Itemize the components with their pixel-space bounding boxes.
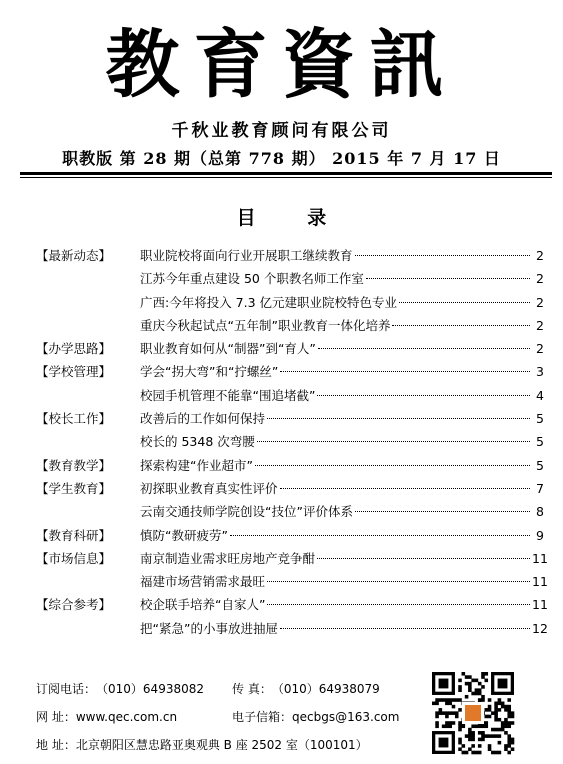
qr-module xyxy=(481,685,485,689)
qr-module xyxy=(488,734,492,738)
qr-module xyxy=(507,721,511,725)
toc-entry[interactable] xyxy=(140,267,544,290)
masthead-title: 教育資訊 xyxy=(105,22,458,108)
qr-module xyxy=(501,702,505,706)
toc-page-number: 11 xyxy=(532,597,548,613)
qr-module xyxy=(439,679,449,689)
qr-module xyxy=(439,711,443,715)
toc-entry-title: 江苏今年重点建设 50 个职教名师工作室 xyxy=(140,271,364,287)
qr-module xyxy=(498,708,502,712)
qr-module xyxy=(507,738,511,742)
qr-module xyxy=(481,695,485,699)
toc-entry[interactable] xyxy=(140,500,544,523)
qr-module xyxy=(478,744,482,748)
toc-entry[interactable] xyxy=(140,617,548,640)
qr-module xyxy=(458,724,462,728)
toc-page-number: 2 xyxy=(536,317,544,333)
qr-module xyxy=(481,672,485,676)
toc-entry[interactable] xyxy=(140,593,548,616)
toc-page-number: 5 xyxy=(536,457,544,473)
toc-page-number: 9 xyxy=(536,527,544,543)
qr-module xyxy=(458,685,462,689)
qr-module xyxy=(452,705,456,709)
toc-category: 【学生教育】 xyxy=(36,480,112,496)
toc-leader-dots xyxy=(267,604,530,605)
qr-module xyxy=(494,711,498,715)
qr-module xyxy=(462,724,466,728)
toc-category: 【学校管理】 xyxy=(36,364,112,380)
qr-module xyxy=(439,708,443,712)
qr-module xyxy=(504,731,508,735)
qr-module xyxy=(478,751,482,755)
toc-page-number: 2 xyxy=(536,271,544,287)
qr-module xyxy=(445,711,449,715)
toc-entry-title: 学会“拐大弯”和“拧螺丝” xyxy=(140,364,279,380)
toc-row xyxy=(36,570,548,593)
qr-module xyxy=(494,728,498,732)
qr-module xyxy=(484,721,488,725)
qr-module xyxy=(471,679,475,683)
qr-module xyxy=(435,721,439,725)
toc-row xyxy=(36,360,544,383)
qr-module xyxy=(478,731,482,735)
toc-title xyxy=(0,203,563,230)
qr-module xyxy=(462,744,466,748)
qr-module xyxy=(468,675,472,679)
qr-module xyxy=(491,728,495,732)
qr-module xyxy=(452,698,456,702)
issue-line: 职教版 第 28 期（总第 778 期） 2015 年 7 月 17 日 xyxy=(62,149,501,168)
toc-leader-dots xyxy=(318,348,530,349)
toc-leader-dots xyxy=(280,371,530,372)
qr-module xyxy=(501,705,505,709)
qr-module xyxy=(504,721,508,725)
qr-module xyxy=(507,705,511,709)
toc-entry[interactable] xyxy=(140,477,544,500)
toc-entry-title: 职业院校将面向行业开展职工继续教育 xyxy=(140,248,353,263)
qr-module xyxy=(511,738,515,742)
qr-module xyxy=(494,708,498,712)
address-label: 地 址： xyxy=(36,738,76,752)
qr-module xyxy=(507,711,511,715)
table-of-contents xyxy=(36,244,548,640)
qr-module xyxy=(498,728,502,732)
toc-entry-title: 校园手机管理不能靠“围追堵截” xyxy=(140,387,316,403)
qr-module xyxy=(504,747,508,751)
toc-leader-dots xyxy=(366,278,530,279)
toc-entry-title: 校长的 5348 次弯腰 xyxy=(140,434,255,450)
qr-module xyxy=(475,688,479,692)
toc-entry[interactable] xyxy=(140,524,544,547)
qr-module xyxy=(481,738,485,742)
qr-module xyxy=(481,724,485,728)
qr-module xyxy=(481,698,485,702)
toc-category: 【最新动态】 xyxy=(36,248,112,263)
address-value: 北京朝阳区慧忠路亚奥观典 B 座 2502 室（100101） xyxy=(75,738,368,752)
footer-row-web xyxy=(36,708,400,725)
qr-module xyxy=(452,711,456,715)
qr-module xyxy=(507,708,511,712)
toc-page-number: 2 xyxy=(536,294,544,310)
toc-entry-title: 广西:今年将投入 7.3 亿元建职业院校特色专业 xyxy=(140,294,398,310)
toc-row xyxy=(36,477,544,500)
qr-module xyxy=(455,715,459,719)
qr-module xyxy=(468,685,472,689)
qr-module xyxy=(471,724,475,728)
qr-module xyxy=(507,744,511,748)
qr-module xyxy=(488,708,492,712)
qr-module xyxy=(491,734,495,738)
qr-module xyxy=(507,724,511,728)
toc-entry-title: 职业教育如何从“制器”到“育人” xyxy=(140,341,316,357)
qr-module xyxy=(501,721,505,725)
qr-module xyxy=(442,698,446,702)
qr-module xyxy=(475,724,479,728)
qr-module xyxy=(475,692,479,696)
qr-module xyxy=(511,721,515,725)
qr-module xyxy=(478,688,482,692)
qr-module xyxy=(478,698,482,702)
qr-module xyxy=(465,695,469,699)
toc-page-number: 3 xyxy=(536,364,544,380)
qr-module xyxy=(445,698,449,702)
toc-leader-dots xyxy=(317,395,530,396)
qr-module xyxy=(468,738,472,742)
qr-module xyxy=(501,724,505,728)
qr-module xyxy=(511,711,515,715)
qr-module xyxy=(458,698,462,702)
qr-module xyxy=(468,734,472,738)
toc-leader-dots xyxy=(355,511,530,512)
qr-module xyxy=(471,731,475,735)
qr-module xyxy=(458,721,462,725)
toc-title-char: 目 xyxy=(236,207,256,229)
toc-page-number: 2 xyxy=(536,248,544,263)
qr-module xyxy=(478,724,482,728)
qr-module xyxy=(511,715,515,719)
qr-module xyxy=(494,718,498,722)
toc-row xyxy=(36,314,544,337)
qr-module xyxy=(462,672,466,676)
qr-module xyxy=(481,675,485,679)
qr-module xyxy=(442,711,446,715)
qr-module xyxy=(484,734,488,738)
qr-module xyxy=(471,738,475,742)
qr-module xyxy=(448,698,452,702)
toc-row xyxy=(36,430,544,453)
toc-entry[interactable] xyxy=(140,314,544,337)
qr-module xyxy=(448,711,452,715)
qr-module xyxy=(445,724,449,728)
toc-category: 【教育科研】 xyxy=(36,527,112,543)
toc-entry[interactable] xyxy=(140,244,544,267)
qr-module xyxy=(448,721,452,725)
toc-leader-dots xyxy=(230,535,530,536)
toc-row xyxy=(36,454,544,477)
qr-module xyxy=(435,724,439,728)
toc-category: 【综合参考】 xyxy=(36,597,112,613)
qr-module xyxy=(471,692,475,696)
qr-module xyxy=(507,715,511,719)
toc-entry-title: 初探职业教育真实性评价 xyxy=(140,480,278,496)
toc-category: 【市场信息】 xyxy=(36,550,112,566)
qr-module xyxy=(471,751,475,755)
toc-leader-dots xyxy=(255,465,530,466)
qr-module xyxy=(488,747,492,751)
qr-module xyxy=(494,734,498,738)
qr-module xyxy=(432,702,436,706)
toc-entry[interactable] xyxy=(140,547,548,570)
email-value[interactable]: qecbgs@163.com xyxy=(292,710,400,724)
toc-entry[interactable] xyxy=(140,430,544,453)
qr-module xyxy=(498,679,508,689)
toc-entry[interactable] xyxy=(140,570,548,593)
web-label: 网 址： xyxy=(36,710,76,724)
qr-module xyxy=(448,724,452,728)
toc-row xyxy=(36,244,544,267)
toc-row xyxy=(36,524,544,547)
qr-module xyxy=(462,751,466,755)
toc-entry-title: 改善后的工作如何保持 xyxy=(140,411,266,427)
toc-page-number: 5 xyxy=(536,411,544,427)
footer-row-phone xyxy=(36,680,380,697)
qr-module xyxy=(465,751,469,755)
qr-module xyxy=(475,679,479,683)
qr-module xyxy=(504,718,508,722)
qr-module xyxy=(504,708,508,712)
qr-module xyxy=(435,715,439,719)
toc-page-number: 5 xyxy=(536,434,544,450)
toc-entry[interactable] xyxy=(140,407,544,430)
qr-module xyxy=(442,724,446,728)
qr-module xyxy=(475,751,479,755)
qr-module xyxy=(458,747,462,751)
toc-category: 【教育教学】 xyxy=(36,457,112,473)
qr-module xyxy=(468,728,472,732)
qr-module xyxy=(468,682,472,686)
qr-module xyxy=(468,731,472,735)
fax-label: 传 真： xyxy=(232,682,272,696)
toc-page-number: 11 xyxy=(532,574,548,590)
qr-module xyxy=(501,728,505,732)
toc-entry[interactable] xyxy=(140,454,544,477)
toc-page-number: 4 xyxy=(536,387,544,403)
qr-module xyxy=(478,738,482,742)
toc-title-char: 录 xyxy=(307,207,327,229)
toc-row xyxy=(36,291,544,314)
qr-module xyxy=(511,747,515,751)
toc-entry[interactable] xyxy=(140,291,544,314)
phone-value: （010）64938082 xyxy=(96,682,204,696)
qr-module xyxy=(458,688,462,692)
toc-leader-dots xyxy=(267,581,530,582)
qr-module xyxy=(504,724,508,728)
toc-leader-dots xyxy=(280,628,530,629)
qr-module xyxy=(488,715,492,719)
qr-module xyxy=(445,715,449,719)
qr-module xyxy=(465,675,469,679)
qr-code-image xyxy=(432,672,514,754)
qr-module xyxy=(458,741,462,745)
qr-module xyxy=(439,738,449,748)
toc-row xyxy=(36,384,544,407)
qr-module xyxy=(494,705,498,709)
qr-module xyxy=(488,744,492,748)
qr-module xyxy=(511,741,515,745)
qr-module xyxy=(465,682,469,686)
toc-page-number: 7 xyxy=(536,480,544,496)
qr-module xyxy=(484,679,488,683)
qr-module xyxy=(445,702,449,706)
toc-leader-dots xyxy=(355,255,530,256)
qr-module xyxy=(484,724,488,728)
qr-module xyxy=(491,711,495,715)
toc-entry[interactable] xyxy=(140,360,544,383)
toc-page-number: 12 xyxy=(532,620,548,636)
toc-row xyxy=(36,267,544,290)
toc-entry-title: 云南交通技师学院创设“技位”评价体系 xyxy=(140,504,353,520)
toc-leader-dots xyxy=(267,418,530,419)
toc-leader-dots xyxy=(280,488,530,489)
qr-module xyxy=(504,705,508,709)
qr-module xyxy=(448,702,452,706)
toc-category: 【校长工作】 xyxy=(36,411,112,427)
qr-module xyxy=(498,718,502,722)
qr-module xyxy=(491,751,495,755)
toc-entry-title: 校企联手培养“自家人” xyxy=(140,597,266,613)
toc-leader-dots xyxy=(392,325,530,326)
fax-value: （010）64938079 xyxy=(271,682,380,696)
qr-module xyxy=(484,708,488,712)
toc-entry-title: 重庆今秋起试点“五年制”职业教育一体化培养 xyxy=(140,317,391,333)
web-value[interactable]: www.qec.com.cn xyxy=(75,710,178,724)
qr-module xyxy=(465,705,481,721)
qr-module xyxy=(481,734,485,738)
toc-leader-dots xyxy=(399,302,530,303)
qr-module xyxy=(458,738,462,742)
qr-module xyxy=(478,692,482,696)
qr-module xyxy=(478,682,482,686)
toc-row xyxy=(36,593,548,616)
toc-row xyxy=(36,500,544,523)
qr-module xyxy=(471,734,475,738)
qr-module xyxy=(435,711,439,715)
qr-module xyxy=(468,688,472,692)
qr-module xyxy=(494,702,498,706)
qr-module xyxy=(507,741,511,745)
header-rule-thin xyxy=(20,177,552,178)
qr-module xyxy=(435,702,439,706)
qr-module xyxy=(452,721,456,725)
toc-entry[interactable] xyxy=(140,337,544,360)
toc-row xyxy=(36,337,544,360)
toc-leader-dots xyxy=(317,558,530,559)
toc-entry-title: 南京制造业需求旺房地产竞争酣 xyxy=(140,550,316,566)
toc-category: 【办学思路】 xyxy=(36,341,112,357)
qr-module xyxy=(507,734,511,738)
qr-module xyxy=(488,698,492,702)
qr-module xyxy=(507,751,511,755)
qr-module xyxy=(507,698,511,702)
company-name: 千秋业教育顾问有限公司 xyxy=(171,121,392,141)
toc-entry-title: 探索构建“作业超市” xyxy=(140,457,253,473)
qr-module xyxy=(458,708,462,712)
toc-leader-dots xyxy=(257,441,530,442)
qr-module xyxy=(498,698,502,702)
toc-entry-title: 福建市场营销需求最旺 xyxy=(140,574,266,590)
footer-row-address xyxy=(36,736,368,753)
toc-entry-title: 把“紧急”的小事放进抽屉 xyxy=(140,620,278,636)
qr-module xyxy=(494,751,498,755)
qr-module xyxy=(498,751,502,755)
qr-module xyxy=(435,698,439,702)
phone-label: 订阅电话： xyxy=(36,682,97,696)
toc-row xyxy=(36,407,544,430)
qr-module xyxy=(455,698,459,702)
qr-module xyxy=(468,747,472,751)
qr-module xyxy=(458,679,462,683)
qr-module xyxy=(484,672,488,676)
qr-module xyxy=(504,744,508,748)
qr-module xyxy=(458,728,462,732)
toc-page-number: 11 xyxy=(532,550,548,566)
qr-module xyxy=(481,731,485,735)
email-label: 电子信箱： xyxy=(232,710,293,724)
toc-row xyxy=(36,617,548,640)
qr-module xyxy=(471,744,475,748)
toc-row xyxy=(36,547,548,570)
qr-module xyxy=(465,734,469,738)
qr-module xyxy=(498,734,502,738)
toc-page-number: 2 xyxy=(536,341,544,357)
qr-module xyxy=(494,715,498,719)
header-rule-thick xyxy=(20,172,552,175)
qr-module xyxy=(498,702,502,706)
qr-module xyxy=(455,711,459,715)
qr-module xyxy=(498,741,502,745)
qr-module xyxy=(445,721,449,725)
qr-module xyxy=(488,705,492,709)
toc-entry-title: 慎防“教研疲劳” xyxy=(140,527,228,543)
toc-page-number: 8 xyxy=(536,504,544,520)
toc-entry[interactable] xyxy=(140,384,544,407)
qr-module xyxy=(439,698,443,702)
qr-module xyxy=(484,715,488,719)
